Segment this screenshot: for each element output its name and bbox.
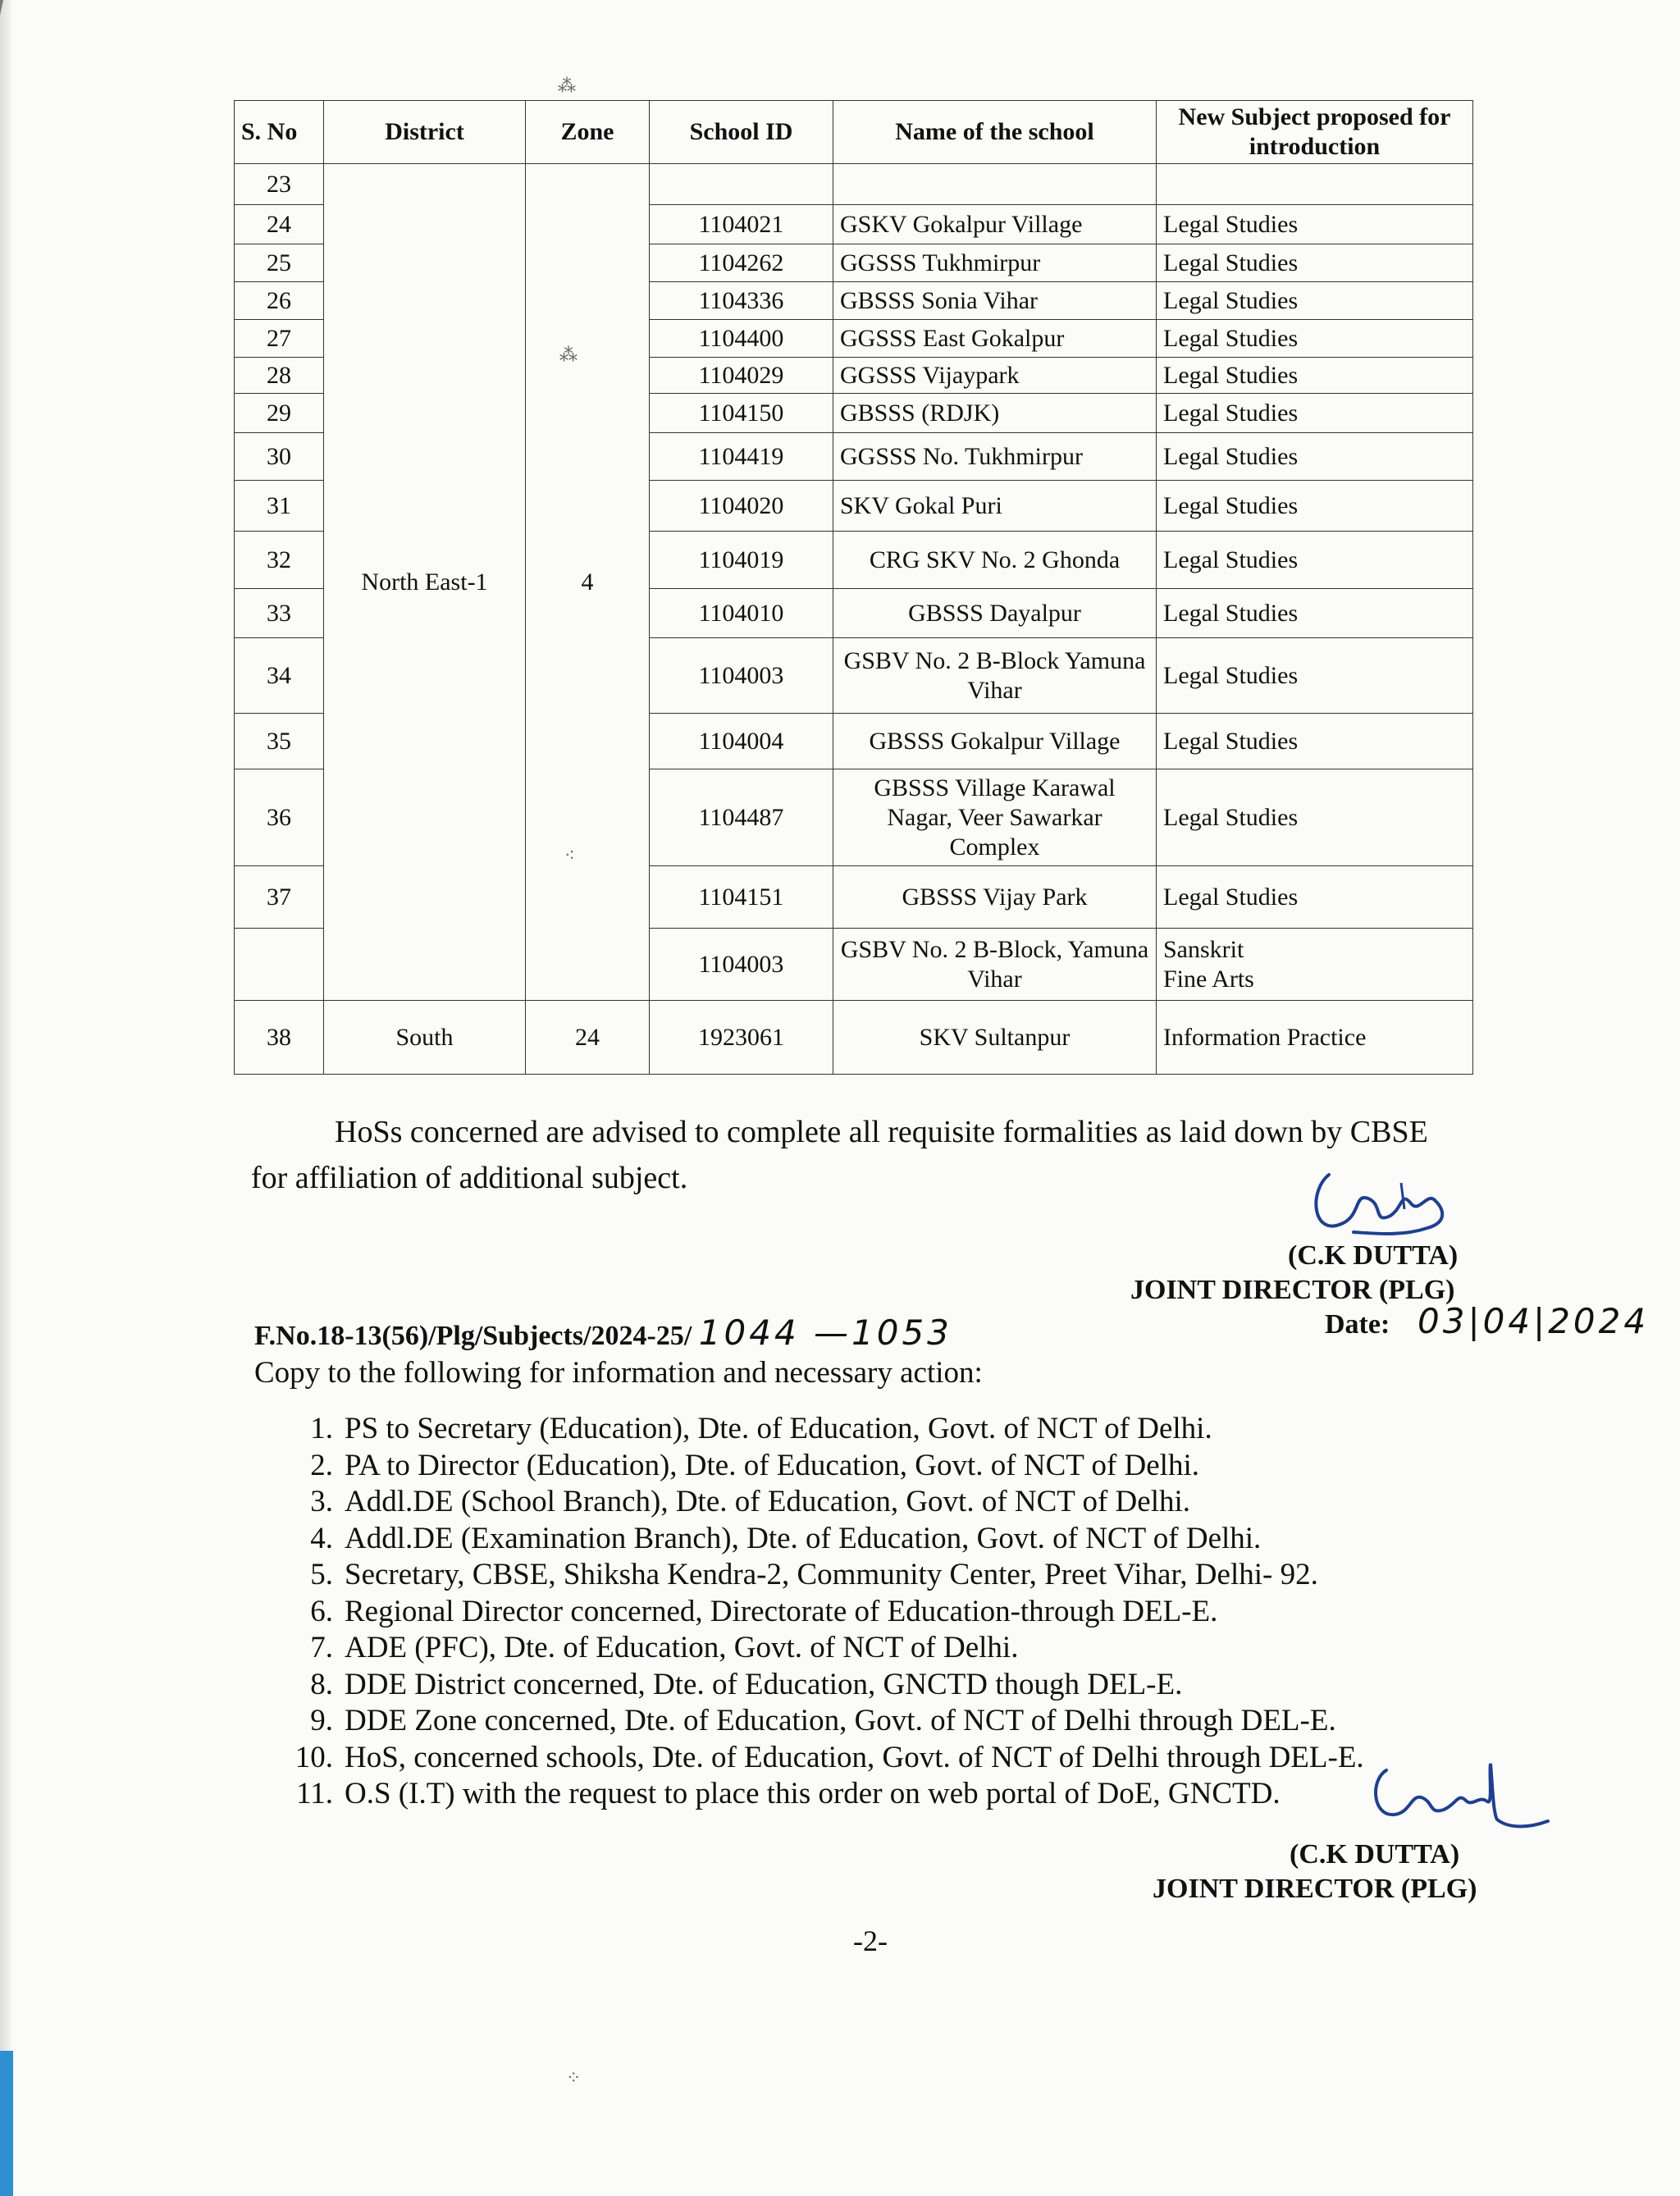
- cell-subject: Legal Studies: [1157, 244, 1473, 282]
- cell-sno: 33: [235, 589, 324, 638]
- copy-list: [262, 1411, 1493, 1813]
- cell-school-id: 1104400: [650, 320, 833, 358]
- cell-school-id: 1104019: [650, 532, 833, 589]
- cell-sno: 38: [235, 1001, 324, 1075]
- cell-school-name: GBSSS (RDJK): [833, 394, 1157, 433]
- list-number: 9.: [310, 1704, 333, 1737]
- cell-school-id: 1104151: [650, 866, 833, 929]
- date-label: Date:: [1325, 1309, 1390, 1340]
- cell-subject: Legal Studies: [1157, 638, 1473, 714]
- cell-school-id: 1104262: [650, 244, 833, 282]
- cell-school-id: 1923061: [650, 1001, 833, 1075]
- cell-subject: [1157, 929, 1473, 1001]
- cell-subject: Legal Studies: [1157, 205, 1473, 244]
- cell-subject: Legal Studies: [1157, 866, 1473, 929]
- cell-school-name: GBSSS Vijay Park: [833, 866, 1157, 929]
- cell-school-name: GSBV No. 2 B-Block, Yamuna Vihar: [833, 929, 1157, 1001]
- stamp-mark: ⁂: [558, 75, 576, 96]
- list-text: HoS, concerned schools, Dte. of Education, Govt. of NCT of Delhi through DEL-E.: [345, 1740, 1364, 1774]
- list-item: [262, 1448, 1493, 1485]
- list-text: Regional Director concerned, Directorate of Education-through DEL-E.: [345, 1594, 1218, 1628]
- header-district: District: [324, 101, 526, 164]
- cell-school-name: GBSSS Dayalpur: [833, 589, 1157, 638]
- cell-school-name: GGSSS No. Tukhmirpur: [833, 433, 1157, 481]
- signature-2: [1366, 1755, 1554, 1838]
- cell-subject: Legal Studies: [1157, 769, 1473, 866]
- copy-to-heading: Copy to the following for information and necessary action:: [254, 1356, 983, 1390]
- cell-school-id: 1104010: [650, 589, 833, 638]
- cell-school-id: 1104003: [650, 638, 833, 714]
- header-school-name: Name of the school: [833, 101, 1157, 164]
- signatory-title-2: JOINT DIRECTOR (PLG): [1153, 1874, 1477, 1904]
- list-number: 7.: [310, 1631, 333, 1664]
- subject-line-2: Fine Arts: [1163, 965, 1254, 993]
- list-item: [262, 1703, 1493, 1740]
- cell-subject: Legal Studies: [1157, 532, 1473, 589]
- cell-subject: Legal Studies: [1157, 589, 1473, 638]
- cell-school-id: [650, 164, 833, 205]
- list-number: 4.: [310, 1521, 333, 1555]
- handwritten-date: 03|04|2024: [1418, 1301, 1650, 1341]
- cell-school-id: 1104150: [650, 394, 833, 433]
- cell-sno: 23: [235, 164, 324, 205]
- cell-subject: Legal Studies: [1157, 714, 1473, 769]
- list-number: 1.: [310, 1412, 333, 1445]
- cell-sno: 28: [235, 358, 324, 394]
- cell-school-id: 1104003: [650, 929, 833, 1001]
- cell-sno: 35: [235, 714, 324, 769]
- cell-sno: 25: [235, 244, 324, 282]
- cell-school-name: GSBV No. 2 B-Block Yamuna Vihar: [833, 638, 1157, 714]
- page-number: -2-: [853, 1924, 888, 1957]
- cell-school-name: SKV Gokal Puri: [833, 481, 1157, 532]
- list-text: Secretary, CBSE, Shiksha Kendra-2, Community Center, Preet Vihar, Delhi- 92.: [345, 1558, 1318, 1591]
- list-number: 10.: [294, 1740, 333, 1774]
- cell-zone: 24: [526, 1001, 650, 1075]
- cell-school-id: 1104487: [650, 769, 833, 866]
- cell-zone-group: 4: [526, 164, 650, 1001]
- cell-sno: 36: [235, 769, 324, 866]
- cell-sno: 30: [235, 433, 324, 481]
- list-text: PS to Secretary (Education), Dte. of Education, Govt. of NCT of Delhi.: [345, 1412, 1212, 1445]
- cell-school-name: GBSSS Village Karawal Nagar, Veer Sawarkar Complex: [833, 769, 1157, 866]
- list-number: 3.: [310, 1485, 333, 1518]
- file-number-handwritten: 1044 —1053: [698, 1313, 952, 1353]
- cell-district: South: [324, 1001, 526, 1075]
- cell-sno: 29: [235, 394, 324, 433]
- cell-subject: Legal Studies: [1157, 320, 1473, 358]
- list-text: O.S (I.T) with the request to place this order on web portal of DoE, GNCTD.: [345, 1777, 1281, 1810]
- cell-school-name: [833, 164, 1157, 205]
- cell-school-name: GGSSS Vijaypark: [833, 358, 1157, 394]
- stamp-mark: ⁂: [559, 345, 578, 365]
- list-number: 8.: [310, 1667, 333, 1701]
- cell-subject: [1157, 164, 1473, 205]
- list-text: DDE Zone concerned, Dte. of Education, Govt. of NCT of Delhi through DEL-E.: [345, 1704, 1336, 1737]
- cell-sno: 34: [235, 638, 324, 714]
- list-item: [262, 1411, 1493, 1448]
- list-item: [262, 1667, 1493, 1704]
- cell-school-name: GGSSS Tukhmirpur: [833, 244, 1157, 282]
- header-school-id: School ID: [650, 101, 833, 164]
- list-text: Addl.DE (School Branch), Dte. of Education, Govt. of NCT of Delhi.: [345, 1485, 1191, 1518]
- list-item: [262, 1557, 1493, 1594]
- cell-sno: 37: [235, 866, 324, 929]
- cell-subject: Legal Studies: [1157, 358, 1473, 394]
- list-item: [262, 1521, 1493, 1558]
- list-item: [262, 1484, 1493, 1521]
- paragraph-line-1: HoSs concerned are advised to complete all requisite formalities as laid down by CBSE: [335, 1115, 1428, 1149]
- blue-edge-strip: [0, 2051, 13, 2196]
- list-item: [262, 1776, 1493, 1813]
- file-number-printed: F.No.18-13(56)/Plg/Subjects/2024-25/: [254, 1321, 692, 1351]
- cell-school-name: GBSSS Sonia Vihar: [833, 282, 1157, 320]
- cell-school-id: 1104029: [650, 358, 833, 394]
- list-item: [262, 1740, 1493, 1777]
- list-number: 5.: [310, 1558, 333, 1591]
- cell-sno: 27: [235, 320, 324, 358]
- header-zone: Zone: [526, 101, 650, 164]
- cell-school-name: GGSSS East Gokalpur: [833, 320, 1157, 358]
- list-item: [262, 1594, 1493, 1631]
- cell-school-id: 1104020: [650, 481, 833, 532]
- list-text: ADE (PFC), Dte. of Education, Govt. of NCT of Delhi.: [345, 1631, 1019, 1664]
- header-subject: New Subject proposed for introduction: [1157, 101, 1473, 164]
- stamp-mark: ⁘: [566, 2067, 582, 2088]
- header-sno: S. No: [235, 101, 324, 164]
- cell-sno: 24: [235, 205, 324, 244]
- signature-1: [1304, 1158, 1460, 1249]
- cell-school-name: GBSSS Gokalpur Village: [833, 714, 1157, 769]
- cell-sno: 31: [235, 481, 324, 532]
- signatory-name-2: (C.K DUTTA): [1290, 1839, 1460, 1870]
- list-text: PA to Director (Education), Dte. of Education, Govt. of NCT of Delhi.: [345, 1448, 1199, 1482]
- cell-sno: 32: [235, 532, 324, 589]
- cell-sno: [235, 929, 324, 1001]
- cell-school-name: GSKV Gokalpur Village: [833, 205, 1157, 244]
- cell-school-id: 1104419: [650, 433, 833, 481]
- cell-school-id: 1104004: [650, 714, 833, 769]
- cell-district-group: North East-1: [324, 164, 526, 1001]
- signatory-name: (C.K DUTTA): [1288, 1240, 1459, 1271]
- cell-subject: Legal Studies: [1157, 481, 1473, 532]
- paragraph-line-2: for affiliation of additional subject.: [251, 1161, 688, 1195]
- list-number: 2.: [310, 1448, 333, 1482]
- cell-subject: Legal Studies: [1157, 433, 1473, 481]
- list-number: 11.: [296, 1777, 333, 1810]
- signatory-title: JOINT DIRECTOR (PLG): [1130, 1275, 1455, 1305]
- cell-school-name: SKV Sultanpur: [833, 1001, 1157, 1075]
- list-text: Addl.DE (Examination Branch), Dte. of Education, Govt. of NCT of Delhi.: [345, 1521, 1262, 1555]
- stamp-mark: ⁖: [564, 845, 575, 865]
- cell-subject: Legal Studies: [1157, 282, 1473, 320]
- table-row: [235, 1001, 1473, 1075]
- subject-line-1: Sanskrit: [1163, 935, 1244, 963]
- list-text: DDE District concerned, Dte. of Education, GNCTD though DEL-E.: [345, 1667, 1183, 1701]
- cell-sno: 26: [235, 282, 324, 320]
- table-header-row: [235, 101, 1473, 164]
- table-row: [235, 164, 1473, 205]
- cell-school-id: 1104021: [650, 205, 833, 244]
- list-item: [262, 1630, 1493, 1667]
- cell-school-id: 1104336: [650, 282, 833, 320]
- schools-table: [234, 100, 1473, 1075]
- file-number: [254, 1313, 952, 1353]
- page-edge: [0, 0, 11, 2196]
- list-number: 6.: [310, 1594, 333, 1628]
- cell-school-name: CRG SKV No. 2 Ghonda: [833, 532, 1157, 589]
- cell-subject: Information Practice: [1157, 1001, 1473, 1075]
- cell-subject: Legal Studies: [1157, 394, 1473, 433]
